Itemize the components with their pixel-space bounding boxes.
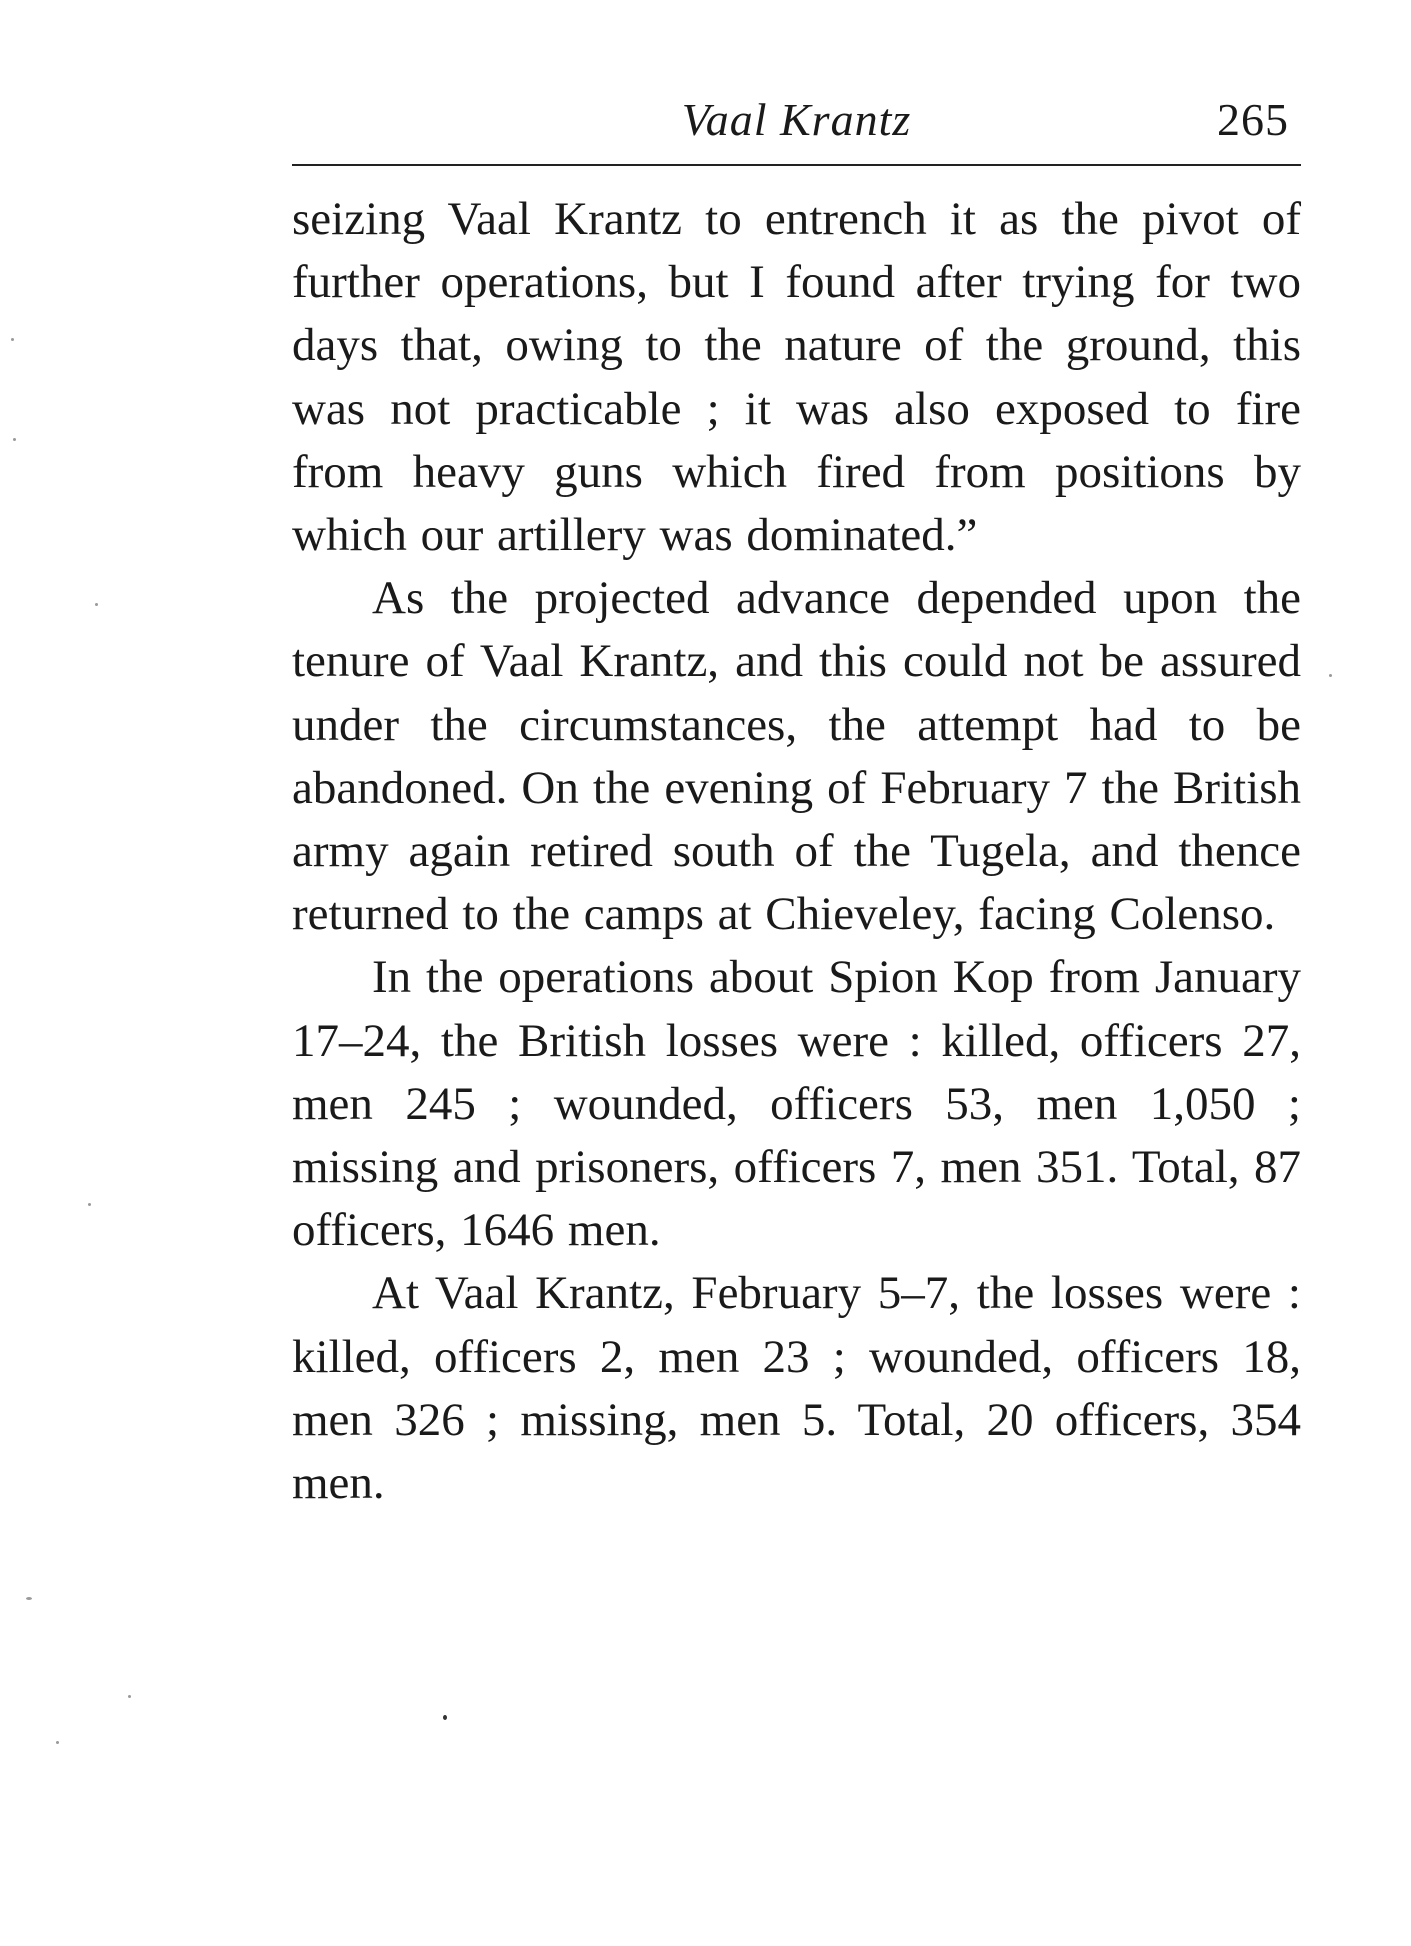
scan-speck	[56, 1741, 59, 1744]
paragraph: In the operations about Spion Kop from January 17–24, the British losses were : killed, officers 27, men 245 ; wounded, officers 53, men 1,050 ; missing and prisoners, officers 7, men 351. Total, 87 officers, 1646 men.	[292, 951, 1301, 1257]
scan-speck	[88, 1203, 91, 1206]
paragraph-continuation: seizing Vaal Krantz to entrench it as the pivot of further operations, but I found after trying for two days that, owing to the nature of the ground, this was not practicable ; it was also exposed to fire from heavy guns which fired from positions by which our artillery was dominated.”	[292, 193, 1301, 562]
header-rule	[292, 164, 1301, 166]
scan-speck	[443, 1715, 447, 1720]
page-number: 265	[1217, 94, 1289, 145]
scan-speck	[128, 1695, 131, 1698]
scan-speck	[26, 1597, 32, 1600]
scan-speck	[95, 603, 98, 606]
scan-speck	[1329, 674, 1332, 677]
paragraph: At Vaal Krantz, February 5–7, the losses were : killed, officers 2, men 23 ; wounded, officers 18, men 326 ; missing, men 5. Total, 20 officers, 354 men.	[292, 1267, 1301, 1510]
body-text	[292, 188, 1301, 1515]
running-head	[292, 92, 1301, 152]
scan-speck	[11, 338, 14, 341]
paragraph: As the projected advance depended upon the tenure of Vaal Krantz, and this could not be assured under the circumstances, the attempt had to be abandoned. On the evening of February 7 the British army again retired south of the Tugela, and thence returned to the camps at Chieveley, facing Colenso.	[292, 572, 1301, 941]
running-title: Vaal Krantz	[681, 94, 912, 145]
scan-speck	[13, 438, 16, 441]
